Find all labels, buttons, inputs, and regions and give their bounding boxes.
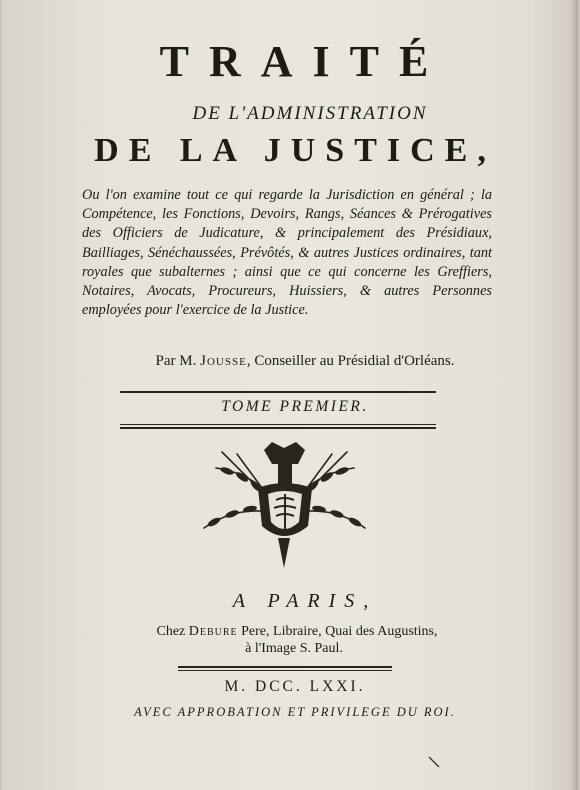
author-title: , Conseiller au Présidial d'Orléans. xyxy=(246,353,455,369)
rule-top-thick xyxy=(120,391,436,393)
imprint-date: M. DCC. LXXI. xyxy=(224,678,366,695)
printer-name: Debure xyxy=(188,624,238,639)
printer-line-2: à l'Image S. Paul. xyxy=(245,641,343,656)
author-prefix: Par M. xyxy=(155,353,197,369)
printer-address: Pere, Libraire, Quai des Augustins, xyxy=(237,624,438,639)
rule-imprint-thick xyxy=(178,666,392,668)
title-description: Ou l'on examine tout ce qui regarde la Jurisdiction en général ; la Compétence, les Fonctions, Devoirs, Rangs, Séances & Prérogatives des Officiers de Judicature, & principalement des Présidiaux, Bailliages, Sénéchaussées, Prévôtés, & autres Justices ordinaires, tant royales que subalternes ; ainsi que ce qui concerne les Greffiers, Notaires, Avocats, Procureurs, Huissiers, & autres Personnes employées pour l'exercice de la Justice. xyxy=(82,187,492,319)
rule-bottom-thin xyxy=(120,424,436,425)
title-page xyxy=(2,0,578,790)
volume-label: TOME PREMIER. xyxy=(221,398,369,415)
rule-bottom-thick xyxy=(120,427,436,429)
rule-imprint-thin xyxy=(178,670,392,671)
author-name: Jousse xyxy=(200,353,247,369)
subtitle-line-1: DE L'ADMINISTRATION xyxy=(192,103,428,124)
subtitle-line-2: DE LA JUSTICE, xyxy=(94,132,496,169)
printer-prefix: Chez xyxy=(156,624,186,639)
printer-line-1 xyxy=(2,624,578,640)
author-line xyxy=(2,353,578,370)
royal-privilege: AVEC APPROBATION ET PRIVILEGE DU ROI. xyxy=(134,705,456,719)
book-title: TRAITÉ xyxy=(159,37,449,86)
trophy-ornament-icon xyxy=(192,442,377,572)
imprint-place: A PARIS, xyxy=(232,590,378,612)
ink-mark-icon xyxy=(427,755,441,769)
